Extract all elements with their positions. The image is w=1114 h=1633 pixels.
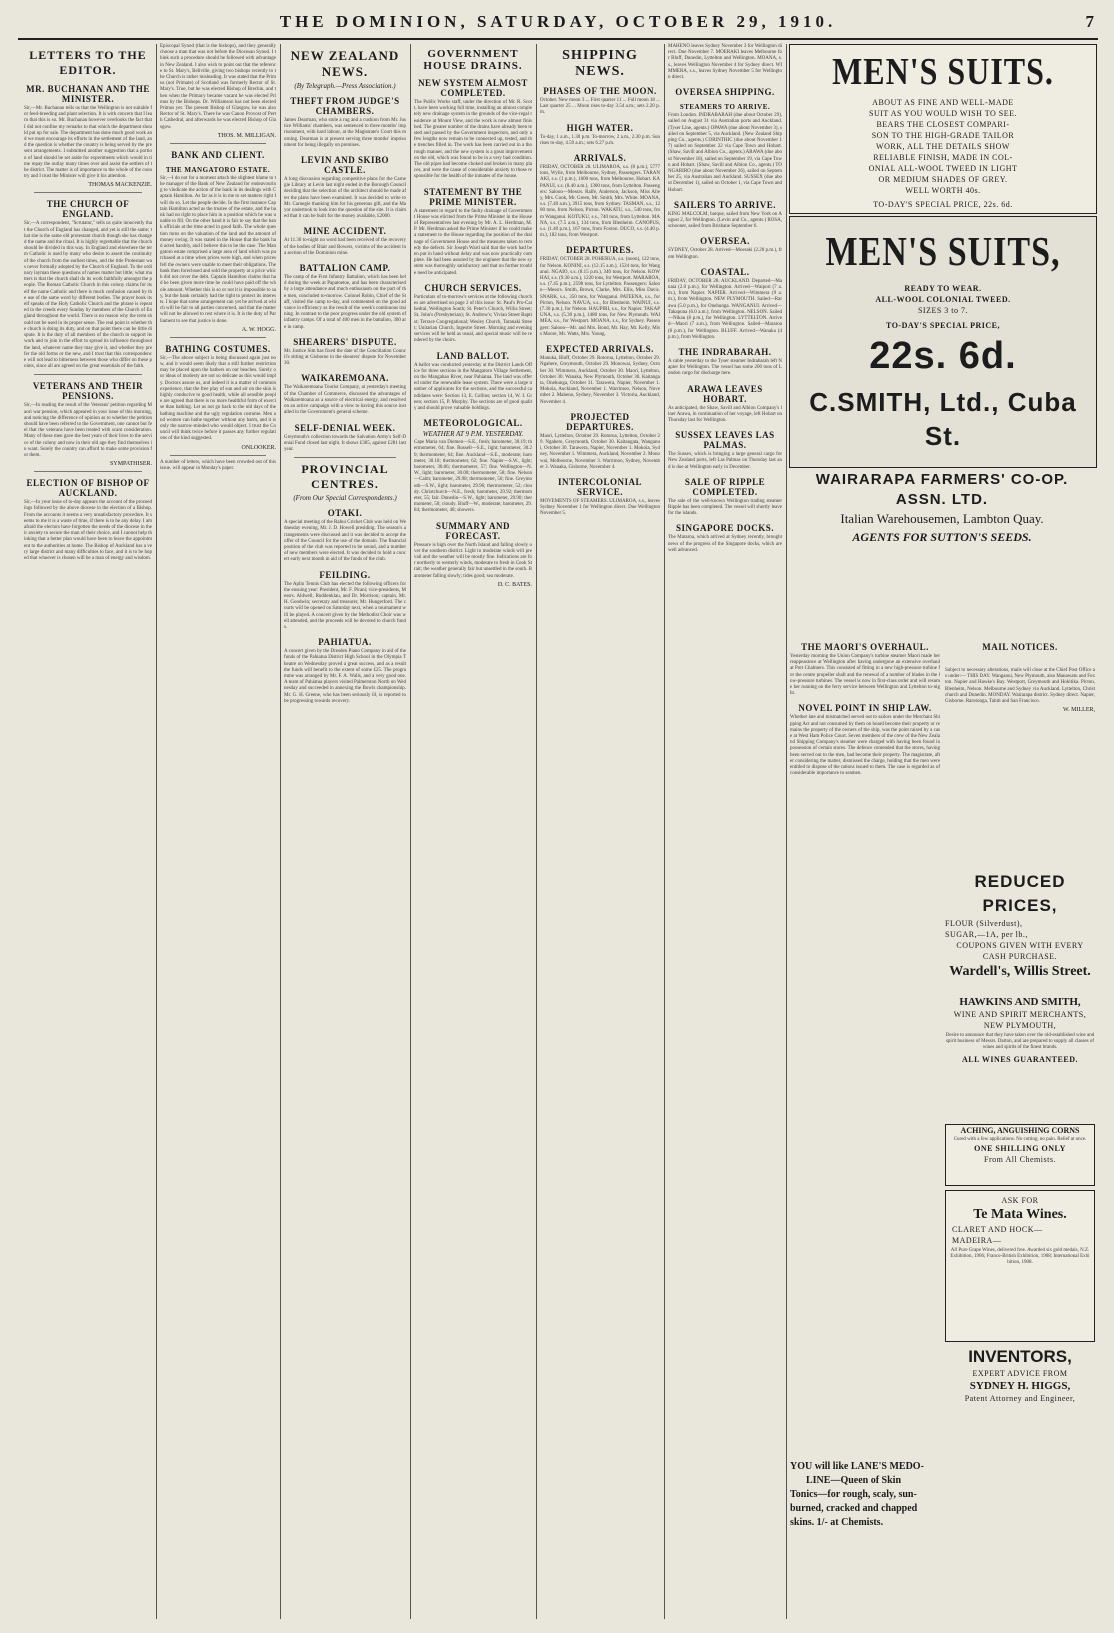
newspaper-title: THE DOMINION, SATURDAY, OCTOBER 29, 1910.	[279, 12, 837, 31]
ad-line: Tonics—for rough, scaly, sun-	[790, 1489, 917, 1500]
article-body: A special meeting of the Rahui Cricket Club was held on Wednesday evening, Mr. J. D. Howell presiding. The season's arrangements were discussed and it was decided to accept the offer of the Council for the use of the domain. The financial position of the club was reported to be sound, and a number of new members were elected. It was decided to hold a concert early next month in aid of the funds of the club.	[284, 520, 406, 563]
article-body: As anticipated, the Shaw, Savill and Albion Company's liner Arawa, in continuation of her voyage, left Hobart on Thursday last for Wellington.	[668, 405, 782, 423]
ad-line: TO-DAY'S SPECIAL PRICE,	[886, 321, 1000, 330]
ad-lanes-medoline	[790, 1460, 940, 1560]
divider	[34, 374, 142, 375]
ad-line: SIZES 3 to 7.	[917, 306, 969, 315]
subhead: NOVEL POINT IN SHIP LAW.	[798, 703, 932, 714]
subhead: DEPARTURES.	[566, 245, 634, 256]
ad-te-mata-wines	[945, 1190, 1095, 1342]
article-body: A long discussion regarding competitive plans for the Carnegie Library at Levin last night ended in the Borough Council deciding that the selection of the architect should be made after the plans have been examined. It was decided to write to Mr. Carnegie thanking him for his generous gift, and the Mayor undertook to look into the question of the site. It is claimed that it can be built for the money available, £2000.	[284, 177, 406, 220]
article-body: The Sussex, which is bringing a large general cargo for New Zealand ports, left Las Palmas on Thursday last and is due at Wellington early in December.	[668, 452, 782, 470]
column-mail-body	[945, 668, 1095, 868]
column-mail	[945, 636, 1095, 666]
ad-line: WELL WORTH 40s.	[905, 186, 981, 195]
table-body: To-day, 1 a.m., 1.30 p.m. To-morrow, 2 a.m., 2.30 p.m. Sun rises to-day, 4.59 a.m.; sets 6.27 p.m.	[540, 134, 660, 146]
ad-line: LINE—Queen of Skin	[806, 1475, 902, 1486]
ad-line: EXPERT ADVICE FROM	[972, 1369, 1068, 1378]
divider	[34, 192, 142, 193]
subhead: OVERSEA.	[700, 236, 750, 247]
subhead-bathing: BATHING COSTUMES.	[165, 343, 271, 354]
table-body: SYDNEY, October 28. Arrived—Moeraki (2.20 p.m.), from Wellington.	[668, 248, 782, 260]
subhead: OVERSEA SHIPPING.	[675, 87, 775, 98]
subhead: SALE OF RIPPLE COMPLETED.	[684, 476, 766, 497]
ad-line: skins. 1/- at Chemists.	[790, 1517, 884, 1528]
subhead: THE INDRABARAH.	[678, 346, 772, 357]
subhead: SAILERS TO ARRIVE.	[674, 199, 776, 210]
article-body: A cable yesterday to the Tyser steamer Indrabarah left Napier for Wellington. The vessel has some 200 tons of London cargo for discharge here.	[668, 358, 782, 377]
ad-line: WORK, ALL THE DETAILS SHOW	[876, 142, 1010, 151]
table-body: From London. INDRABARAH (due about October 29), sailed on August 31 via Australian ports and Auckland. (Tyser Line, agents.) OPAWA (due about November 3), sailed on September 5, via Auckland. (New Zealand Shipping Co., agents.) CORINTHIC (due about November 17) sailed on September 22 via Cape Town and Hobart. (Shaw, Savill and Albion Co., agents.) ARAWA (due about November 18), sailed on September 19, via Cape Town and Hobart. (Shaw, Savill and Albion Co., agents.) TONGARIRO (due about November 26), sailed on September 25, via Australian and Auckland. SUSSEX (due about December 1), sailed on October 1, via Cape Town and Hobart.	[668, 113, 782, 193]
article-body: The camp of the First Infantry Battalion, which has been held during the week at Papatoetoe, and has been characterised by a large attendance and much enthusiasm on the part of the men, concluded to-morrow. Colonel Robin, Chief of the Staff, visited the camp to-day, and commented on the good advance in efficiency as the result of the week's continuous training. In contrast to the poor progress under the old system of infantry camps. Of a total of 400 men in the battalion, 300 are in camp.	[284, 275, 406, 330]
subhead: INTERCOLONIAL SERVICE.	[557, 476, 642, 497]
ad-title: MEN'S SUITS.	[832, 49, 1054, 93]
ad-line: From All Chemists.	[984, 1155, 1056, 1165]
article-body: A ballot was conducted yesterday at the District Lands Office for three sections in the Mangatoro Village Settlement, on the Mangahao River, near Pahiatua. The land was offered under the renewable lease system. There were a large number of applicants for the sections, and the successful candidates were: Section 13, E. Collins; section 14, W. J. Green; section 15, P. Murphy. The sections are of good quality and should prove valuable holdings.	[414, 362, 532, 411]
headline-letters: LETTERS TO THE EDITOR.	[29, 48, 147, 77]
ad-line: COUPONS GIVEN WITH EVERY CASH PURCHASE.	[956, 941, 1084, 961]
column-rule	[786, 44, 787, 1619]
subhead: PROJECTED DEPARTURES.	[566, 411, 634, 432]
subhead: LAND BALLOT.	[436, 350, 510, 361]
ad-title: Te Mata Wines.	[973, 1207, 1067, 1222]
subhead: PHASES OF THE MOON.	[543, 86, 657, 96]
ad-line: ALL WINES GUARANTEED.	[962, 1054, 1078, 1064]
subhead-bishop: ELECTION OF BISHOP OF AUCKLAND.	[26, 478, 150, 499]
subhead: PAHIATUA.	[318, 637, 372, 648]
column-rule	[156, 44, 157, 1619]
ad-line: RELIABLE FINISH, MADE IN COL-	[873, 153, 1013, 162]
subhead-mail: MAIL NOTICES.	[982, 642, 1058, 652]
article-body: A statement in regard to the faulty drainage of Government House was elicited from the Prime Minister in the House of Representatives last evening by Mr. A. L. Herdman, M.P. Mr. Herdman asked the Prime Minister if he could make a statement to the House regarding the position of the drainage of Government House and the measures taken to remedy the defects. Sir Joseph Ward said that the work had been put in hand without delay and was now practically complete. He had been assured by the engineer that the new system was thoroughly satisfactory and that no further trouble need be anticipated.	[414, 208, 532, 276]
ad-line: SON TO THE HIGH-GRADE TAILOR	[871, 131, 1015, 140]
ad-line: SUIT AS YOU WOULD WISH TO SEE.	[869, 109, 1017, 118]
subhead: ARRIVALS.	[573, 153, 627, 164]
byline: (By Telegraph.—Press Association.)	[294, 82, 396, 90]
subhead: ARAWA LEAVES HOBART.	[687, 383, 763, 404]
ad-line: NEW PLYMOUTH,	[983, 1021, 1057, 1030]
column-letters-2	[160, 44, 276, 1619]
table-body: FRIDAY, OCTOBER 28. AUCKLAND. Departed—Manaia (2.0 p.m.), for Wellington. Arrived—Waipori (7 a.m.), from Napier. NAPIER. Arrived—Wimmera (9 a.m.), from Wellington. NEW PLYMOUTH. Sailed—Rarawa (5.0 p.m.), for Onehunga. WANGANUI. Arrived—Takapuna (6.0 a.m.), from Wellington. NELSON. Sailed—Nikau (8 p.m.), for Wellington. LYTTELTON. Arrived—Maori (7 a.m.), from Wellington. Sailed—Mararoa (8 p.m.), for Wellington. BLUFF. Arrived—Wanaka (4 p.m.), from Wellington.	[668, 278, 782, 340]
ad-line: ABOUT AS FINE AND WELL-MADE	[872, 98, 1014, 107]
divider	[34, 471, 142, 472]
divider	[170, 143, 266, 144]
article-body: Episcopal Synod (that is the bishops), and they generally choose a man that was not before the Diocesan Synod. I think such a procedure should be followed with advantage in New Zealand. I also wish to point out that the reference to St. Mary's, Beliville, giving two bishops recently to the Church is rather misleading. It was stated that the Primus (not Primate) of Scotland was formerly Rector of St. Mary's. True, but he was elected Bishop of Brechin, and then when the Primacy became vacant he was elected Primus by the Bishops. Dr. Williamson has not been elected Primus yet. The present Bishop of Glasgow, he was also Rector of St. Mary's. There he was Canon Provost of Perth Cathedral, and afterwards he was elected Bishop of Glasgow.	[160, 44, 276, 130]
article-body: Sir,—The above subject is being discussed again just now, and it would seem likely that a still further restriction may be placed upon the bathers on our beaches. Surely our ideas of modesty are not so delicate as this would imply. Doctors assure us, and indeed it is a matter of common experience, that the free play of sun and air on the skin is highly conducive to good health, while all sensible people are agreed that there is no more healthful form of exercise than bathing. Let us not go back to the old days of the bathing machine and the ugly regulation costume. Men and women can bathe together without any harm, and it is only the narrow-minded who would object. I trust the Council will think twice before it passes any further regulations of the kind suggested.	[160, 355, 276, 442]
signature: SYMPATHISER.	[110, 461, 152, 468]
column-rule	[280, 44, 281, 1619]
column-rule	[664, 44, 665, 1619]
ad-shop: C.SMITH, Ltd., Cuba St.	[809, 387, 1077, 451]
signature: A. W. HOGG.	[241, 326, 276, 333]
subhead: THEFT FROM JUDGE'S CHAMBERS.	[290, 96, 400, 116]
ad-reduced-prices	[945, 870, 1095, 990]
ad-line: YOU will like LANE'S MEDO-	[790, 1461, 924, 1472]
ad-title: REDUCED PRICES,	[974, 872, 1066, 915]
column-rule	[536, 44, 537, 1619]
ad-body: Desire to announce that they have taken over the old-established wine and spirit business of Messrs. Darton, and are prepared to supply all classes of wines and spirits of the finest brands.	[945, 1033, 1095, 1051]
article-body: The Mataroa, which arrived at Sydney recently, brought news of the progress of the Singapore docks, which are well advanced.	[668, 535, 782, 553]
subhead: SUMMARY AND FORECAST.	[435, 520, 511, 541]
article-body: Subject to necessary alterations, mails will close at the Chief Post Office as under:— THIS DAY. Wanganui, New Plymouth, also Manawatu and Foxton. Napier and Hawke's Bay. Westport, Greymouth and Hokitika. Picton, Blenheim, Nelson. Melbourne and Sydney via Auckland. Lyttelton, Christchurch and Dunedin. MONDAY. Wairarapa district. Sydney direct. Napier, Gisborne. Rarotonga, Tahiti and San Francisco.	[945, 668, 1095, 705]
ad-body: Cured with a few applications. No cutting, no pain. Relief at once.	[953, 1137, 1087, 1142]
ad-inventors	[945, 1346, 1095, 1446]
divider	[170, 455, 266, 456]
ad-line: ONE SHILLING ONLY	[974, 1144, 1066, 1154]
subhead: THE MAORI'S OVERHAUL.	[801, 642, 929, 652]
table-body: FRIDAY, OCTOBER 28. POHERUA, s.s. (noon), 122 tons, for Nelson. KONINI, s.s. (12.15 a.m.), 1524 tons, for Wanganui. NGAIO, s.s. (8.15 p.m.), 340 tons, for Nelson. KOWHAI, s.s. (9.30 a.m.), 1220 tons, for Westport. MARAROA, s.s. (7.45 p.m.), 2598 tons, for Lyttelton. Passengers: Saloon—Messrs. Smith, Brown, Clarke, Mrs. Ellis, Miss Davis. SNARK, s.s., 350 tons, for Wanganui. PATEENA, s.s., for Picton, Nelson. NAVUA, s.s., for Blenheim. WAINUI, s.s. (7.30 p.m.), for Nelson. HAUPIRI, s.s., for Napier. TAKAPUNA, s.s. (5.30 p.m.), 1480 tons, for New Plymouth. WAIMEA, s.s., for Westport. MOANA, s.s., for Sydney. Passengers: Saloon—Mr. and Mrs. Bond, Mr. Hay, Mr. Kelly, Miss Moore, Mr. Watts, Mrs. Young.	[540, 257, 660, 337]
table-body: October. New moon 3 ... First quarter 11 ... Full moon 18 ... Last quarter 25 ... Moon rises to-day 3.54 a.m.; sets 2.20 p.m.	[540, 98, 660, 116]
divider	[170, 337, 266, 338]
column-shipping	[540, 44, 660, 1619]
subhead: FEILDING.	[319, 569, 371, 580]
ad-corns	[945, 1124, 1095, 1186]
article-body: Sir,—Mr. Buchanan tells us that the Wellington is not suitable for feed-breeding and plant selection. It is with concern that I learn that this is so. Mr. Buchanan however overlooks the fact that I did not confine my remarks to that which the department should put up for sale. The department has done much good work and we must encourage its efforts in the settlement of the land, and the question is whether the country is being served by the present arrangements. I submitted another suggestion that a portion of land should be set aside for experiments which would in time repay the outlay many times over and assist the settlers of the district. The matter is of importance to the whole of the country and I trust the Minister will give it his attention.	[24, 106, 153, 180]
subhead: SINGAPORE DOCKS.	[675, 523, 774, 534]
table-body: Maori, Lyttelton, October 29. Rotorua, Lyttelton, October 29. Ngahere, Greymouth, October 30. Kaitangata, Wanganui, October 30. Tarawera, Napier, November 1. Mokoia, Sydney, November 1. Wimmera, Auckland, November 2. Monowai, Melbourne, November 3. Warrimoo, Sydney, November 3. Wanaka, Gisborne, November 4.	[540, 433, 660, 470]
article-body: James Dearman, who stole a rug and a cushion from Mr. Justice Williams' chambers, was sentenced to three months' imprisonment, with hard labour, at the Magistrate's Court this morning. Dearman is at present serving three months' imprisonment for being illegally on premises.	[284, 118, 406, 148]
article-body: Whether late and mismatched served out to sailors under the Merchant Shipping Act and not consumed by them on board become their property or remains the property of the owners of the ship, was the point raised by a case at West Ham Police Court. Seven members of the crew of the New Zealand Shipping Company's steamer were charged with having been found in possession of certain stores. The defence contended that the stores, having been served out to the men, had become their property. The magistrate, after considering the matter, dismissed the charge, holding that the men were entitled to dispose of the rations issued to them. The case is regarded as of considerable importance to seamen.	[790, 715, 940, 777]
subhead-buchanan: MR. BUCHANAN AND THE MINISTER.	[26, 84, 150, 104]
ad-line: READY TO WEAR.	[904, 284, 982, 293]
article-body: Sir,—A correspondent, "Scrutator," tells us quite innocently that the Church of England has changed, and yet is still the same; that she is the same old protestant church though she has changed the name and the ritual. It is highly regrettable that the church should be divided in this way. In England and elsewhere the term Catholic is used by many who desire to assert the continuity of the church from the earliest times, and the title Protestant was never formally adopted by the Church of England. To the ordinary layman these questions of names matter but little; what matters is that the church shall do its work faithfully amongst the people. The Roman Catholic Church in this colony claims for itself the name Catholic and there is much confusion caused by the use of the same word by different bodies. The prayer book itself speaks of the Holy Catholic Church and the phrase is repeated in the creeds every Sunday by members of the Church of England throughout the world. There is no reason why the term should not be used in its proper sense. The real point is whether the church is doing its duty, and on that point there can be little dispute. It is the duty of all members of the church to support its work and to join in the effort to spread its influence throughout the land, whatever name they may give it, and whether they prefer the old forms or the new, and I trust that this correspondence will not lead to bitterness between those who differ on these points, since all are agreed on the great essentials of the faith.	[24, 221, 152, 370]
column-rule	[410, 44, 411, 1619]
article-body: Sir,—In your issue of to-day appears the account of the proceedings followed by the above diocese in the election of a Bishop. From the accounts it seems a very unsatisfactory procedure. It seems to me it is a waste of time, if there is to be any delay. I am afraid the electors have forgotten the needs of the diocese in their anxiety to secure the man of their choice, and I cannot help thinking that a better plan would have been to leave the appointment to the authorities at home. The Bishop of Auckland has a very large district and many difficulties to face, and it is to be hoped that whoever is chosen will be a man of energy and wisdom.	[24, 500, 152, 561]
subhead: WAIKAREMOANA.	[301, 373, 389, 384]
table-body: Manuka, Bluff, October 29. Rotorua, Lyttelton, October 29. Ngahere, Greymouth, October 29. Monowai, Sydney, October 30. Wimmera, Auckland, October 30. Maori, Lyttelton, October 30. Wanaka, New Plymouth, October 30. Kaitangata, Onehunga, October 31. Tarawera, Napier, November 1. Mokoia, Auckland, November 1. Warrimoo, Nelson, November 2. Maheno, Sydney, November 3. Victoria, Auckland, November 4.	[540, 356, 660, 405]
article-body: Sir,—I do not for a moment attach the slightest blame to the manager of the Bank of New Zealand for endeavouring to vindicate the action of the bank in its dealings with Captain Hamilton. As far as it is in me to set matters right I will do so. Let the people decide. In the first instance Captain Hamilton acted as the trustee of the estate, and the bank had no right to place him in a position which he was unable to fill. On the other hand it is fair to say that the bank officials at the time acted in good faith. The whole question turns on the valuation of the land and the amount of money owing. It was stated in the House that the bank had acted harshly, and I believe this to be the case. The Mangatoro estate comprised a large area of land which was purchased at a time when prices were high, and when prices fell the owners were unable to meet their obligations. The bank then foreclosed and sold the property at a price which did not cover the debt. Captain Hamilton claims that had he been given more time he could have paid off the whole amount. Whether this is so or not it is impossible to say, but the bank certainly had the right to protect its interests. I hope that some arrangement can yet be arrived at which will be fair to all parties concerned, and that the matter will not be allowed to rest where it is. It is the duty of Parliament to see that justice is done.	[160, 175, 276, 324]
article-body: The Public Works staff, under the direction of Mr. R. Scott, have been working full time, installing an almost completely new drainage system in the grounds of the vice-regal residence at Mount View, and the work is now almost finished. The greater number of the drains have already been tested and passed by the Government inspectors, and only a few lengths now remain to be connected up, tested, and the trenches filled in. The work has been carried out in a thorough manner, and the new system is a great improvement on the old, which was found to be in a very bad condition. The old pipes had become choked and broken in many places, and were the cause of considerable anxiety to those responsible for the health of the inmates of the house.	[414, 100, 532, 180]
subhead: SELF-DENIAL WEEK.	[294, 422, 396, 433]
ad-line: SYDNEY H. HIGGS,	[969, 1380, 1071, 1392]
subhead-veterans: VETERANS AND THEIR PENSIONS.	[32, 381, 144, 402]
ad-line: ALL-WOOL COLONIAL TWEED.	[875, 295, 1011, 304]
article-body: At 11.30 to-night no word had been received of the recovery of the bodies of Blair and Bowers, victims of the accident in a section of the Dominion mine.	[284, 238, 406, 256]
ad-title: MEN'S SUITS,	[825, 230, 1061, 275]
ad-price: TO-DAY'S SPECIAL PRICE, 22s. 6d.	[873, 200, 1013, 209]
headline-provincial: PROVINCIAL CENTRES.	[301, 462, 389, 492]
subhead: LEVIN AND SKIBO CASTLE.	[300, 155, 390, 176]
article-body: Sir,—In reading the result of the Veterans' petition regarding Maori war pension, which appeared in your issue of this morning, and noticing the difference of opinion as to whether the petition should have been referred to the Government, one cannot but feel that the veterans have been treated with scant consideration. Many of these men gave the best years of their lives to the service of the colony and now in their old age they find themselves in want. Surely the country can afford to make some provision for them.	[24, 403, 152, 458]
table-body: KING MALCOLM, barque, sailed from New York on August 2, for Wellington. (Levin and Co., agents.) ROSA, schooner, sailed from Brisbane September 6.	[668, 211, 782, 230]
subhead-bank: BANK AND CLIENT.	[171, 149, 265, 160]
table-body: MOVEMENTS OF STEAMERS. ULIMAROA, s.s., leaves Sydney November 1 for Wellington direct. Due Wellington November 5.	[540, 498, 661, 517]
ad-line: CLARET AND HOCK—	[952, 1225, 1043, 1234]
subhead: STEAMERS TO ARRIVE.	[679, 103, 771, 112]
headline-shipping: SHIPPING NEWS.	[562, 48, 638, 79]
subhead-church: THE CHURCH OF ENGLAND.	[46, 199, 130, 220]
table-body: MAHENO leaves Sydney November 3 for Wellington direct. Due November 7. MOERAKI leaves Melbourne for Bluff, Dunedin, Lyttelton and Wellington. MOANA, s.s., leaves Wellington November 4 for Sydney direct. WIMMERA, s.s., leaves Sydney November 5 for Wellington direct.	[668, 44, 782, 81]
ad-wairarapa	[789, 470, 1095, 544]
ad-line: OR MEDIUM SHADES OF GREY.	[878, 175, 1008, 184]
article-body: A concert given by the Dresden Piano Company in aid of the funds of the Pahiatua District High School in the Olympia Theatre on Wednesday proved a great success, and as a result the funds will benefit to the extent of some £25. The programme was arranged by Mr. F. A. Walls, and a very good one. A team of Pahiatua players visited Palmerston North on Wednesday and succeeded in annexing the Bowls championship. Mr. G. H. Greene, who has been seriously ill, is reported to be progressing towards recovery.	[284, 649, 406, 704]
ad-line: AGENTS FOR SUTTON'S SEEDS.	[852, 530, 1032, 544]
subhead: EXPECTED ARRIVALS.	[546, 344, 654, 355]
masthead	[18, 12, 1098, 40]
ad-hawkins-smith	[945, 995, 1095, 1120]
signature: W. MILLER,	[1063, 707, 1095, 714]
ad-line: ASK FOR	[1001, 1196, 1039, 1205]
article-body: Greymouth's collection towards the Salvation Army's Self-Denial Fund closed last night. It shows £305, against £281 last year.	[284, 434, 406, 452]
subhead: SUSSEX LEAVES LAS PALMAS.	[675, 430, 775, 451]
subhead: MINE ACCIDENT.	[303, 226, 387, 237]
subhead: OTAKI.	[327, 508, 363, 519]
article-body: Particulars of to-morrow's services at the following churches are advertised on page 2 of this issue: St. Paul's Pro-Cathedral, Wellington South; St. Peter's Church, Willis Street; St. John's (Presbyterian); St. Andrew's; Vivian Street Baptist; Terrace Congregational; Wesley Church, Taranaki Street; Unitarian Church, Ingestre Street. Morning and evening services will be held as usual, and special music will be rendered by the choirs.	[414, 294, 532, 344]
ad-line: BEARS THE CLOSEST COMPARI-	[876, 120, 1010, 129]
ad-mens-suits-2	[789, 216, 1097, 468]
ad-line: Patent Attorney and Engineer,	[964, 1394, 1076, 1403]
ad-title: HAWKINS AND SMITH,	[959, 996, 1081, 1008]
column-oversea-shipping	[668, 44, 782, 1619]
byline: WEATHER AT 9 P.M. YESTERDAY.	[422, 430, 524, 439]
ad-mens-suits-1	[789, 44, 1097, 214]
article-body: A number of letters, which have been crowded out of this issue, will appear in Monday's paper.	[160, 459, 276, 471]
subhead-mangatoro: THE MANGATORO ESTATE.	[165, 165, 271, 174]
ad-title: WAIRARAPA FARMERS' CO-OP. ASSN. LTD.	[815, 471, 1069, 508]
signature: THOS. M. MILLIGAN.	[217, 132, 276, 139]
subhead: NEW SYSTEM ALMOST COMPLETED.	[418, 78, 528, 98]
article-body: The Aplin Tennis Club has elected the following officers for the ensuing year: President, Mr. F. Pirani; vice-presidents, Messrs. Aldwell, Ruddenklau, and Dr. Morrison; captain, Mr. H. Goodwin; secretary and treasurer, Mr. Hungerford. The courts will be opened on Saturday next, when a tournament will be played. A concert given by the Methodist Choir was well attended, and the proceeds will be devoted to church funds.	[284, 581, 406, 630]
ad-line: ONIAL ALL-WOOL TWEED IN LIGHT	[868, 164, 1018, 173]
article-body: The sale of the well-known Wellington trading steamer Ripple has been completed. The vessel will shortly leave for the islands.	[668, 498, 782, 517]
subhead: CHURCH SERVICES.	[424, 282, 522, 293]
article-body: Pressure is high over the North Island and falling slowly over the southern district. Light to moderate winds will prevail and the weather will be mostly fine. Indications are for northerly to westerly winds, moderate to fresh in Cook Strait; the weather generally fair but unsettled in the south. Barometer falling slowly; tides good; sea moderate.	[414, 542, 532, 579]
ad-line: WINE AND SPIRIT MERCHANTS,	[953, 1010, 1087, 1019]
article-body: Yesterday morning the Union Company's turbine steamer Maori made her reappearance at Wellington after having undergone an extensive overhaul at Port Chalmers. This consisted of fitting in a new high-pressure turbine for the centre propeller shaft and the renewal of a number of blades in the low-pressure turbines. The vessel is now in first-class order and will resume her running on the ferry service between Wellington and Lyttelton to-night.	[790, 654, 940, 697]
signature: ONLOOKER.	[241, 444, 276, 451]
ad-line: Italian Warehousemen, Lambton Quay.	[840, 511, 1044, 526]
ad-line: MADEIRA—	[952, 1236, 1002, 1245]
headline-govt-house: GOVERNMENT HOUSE DRAINS.	[423, 48, 523, 72]
ad-line: burned, cracked and chapped	[790, 1503, 918, 1514]
column-govt-house	[414, 44, 532, 1619]
ad-body: All Pure Grape Wines, delivered free. Awarded six gold medals, N.Z. Exhibition, 1906; Franco-British Exhibition, 1908; International Exhibition, 1908.	[950, 1248, 1090, 1266]
signature: THOMAS MACKENZIE.	[88, 182, 152, 189]
page-number: 7	[1085, 12, 1094, 31]
signature: D. C. BATES.	[497, 581, 532, 588]
table-body: FRIDAY, OCTOBER 28. ULIMAROA, s.s. (8 p.m.), 5777 tons, Wylie, from Melbourne, Sydney, Passengers. TARANAKI, s.s. (1 p.m.), 1600 tons, from Melbourne, Hobart. KAPANUI, s.s. (8.40 a.m.), 1300 tons, from Lyttelton. Passengers: Saloon—Messrs. Ralfe, Anderson, Jackson, Miss Alley, Mrs. Cook, Mr. Green, Mr. Smith, Mrs. White. MOANA, s.s. (7.40 a.m.), 3915 tons, from Sydney. TASMAN, s.s., 1200 tons, from Nelson, Picton. WAKATU, s.s., 540 tons, from Wanganui. KOTUKU, s.s., 740 tons, from Lyttelton. MANA, s.s. (7.5 a.m.), 134 tons, from Blenheim. CANOPUS, s.s. (1.40 p.m.), 167 tons, from Foxton. DUCO, s.s. (4.40 p.m.), 182 tons, from Westport.	[540, 165, 660, 239]
ad-title: ACHING, ANGUISHING CORNS	[960, 1126, 1080, 1135]
column-nz-news	[284, 44, 406, 1619]
byline: (From Our Special Correspondents.)	[293, 494, 397, 503]
subhead: COASTAL.	[700, 266, 750, 277]
subhead: BATTALION CAMP.	[299, 263, 391, 274]
subhead: SHEARERS' DISPUTE.	[293, 336, 397, 347]
ad-shop: Wardell's, Willis Street.	[949, 964, 1091, 979]
article-body: The Waikaremoana Tourist Company, at yesterday's meeting of the Chamber of Commerce, discussed the advantages of Waikaremoana as a source of electrical energy, and resolved on an active campaign with a view to having this source installed in the Government's general scheme.	[284, 385, 406, 416]
ad-price: 22s. 6d.	[869, 335, 1017, 377]
ad-line: SUGAR,—1A, per lb.,	[945, 930, 1028, 939]
subhead: METEOROLOGICAL.	[423, 418, 523, 429]
ad-title: INVENTORS,	[968, 1347, 1072, 1366]
subhead: STATEMENT BY THE PRIME MINISTER.	[423, 186, 523, 207]
article-body: Cape Maria van Diemen—S.E., fresh; barometer, 30.19; thermometer, 64; fine. Russell—S.E., light; barometer, 30.20; thermometer, 64; fine. Auckland—S.E., moderate; barometer, 30.18; thermometer, 62; fine. Napier—S.W., light; barometer, 30.06; thermometer, 57; fine. Wellington—N.W., light; barometer, 30.00; thermometer, 58; fine. Nelson—Calm; barometer, 29.98; thermometer, 56; fine. Greymouth—S.W., light; barometer, 29.96; thermometer, 52; cloudy. Christchurch—N.E., fresh; barometer, 29.92; thermometer, 55; fair. Dunedin—S.W., light; barometer, 29.90; thermometer, 50; cloudy. Bluff—W., moderate; barometer, 29.84; thermometer, 48; showers.	[414, 440, 532, 514]
ad-line: FLOUR (Silverdust),	[945, 919, 1023, 928]
subhead: HIGH WATER.	[566, 122, 634, 133]
article-body: Mr. Justice Sim has fixed the date of the Conciliation Council's sitting at Gisborne in the shearers' dispute for November 30.	[284, 348, 406, 367]
column-letters	[24, 44, 152, 1619]
divider	[294, 457, 396, 458]
headline-nz-news: NEW ZEALAND NEWS.	[290, 48, 400, 79]
